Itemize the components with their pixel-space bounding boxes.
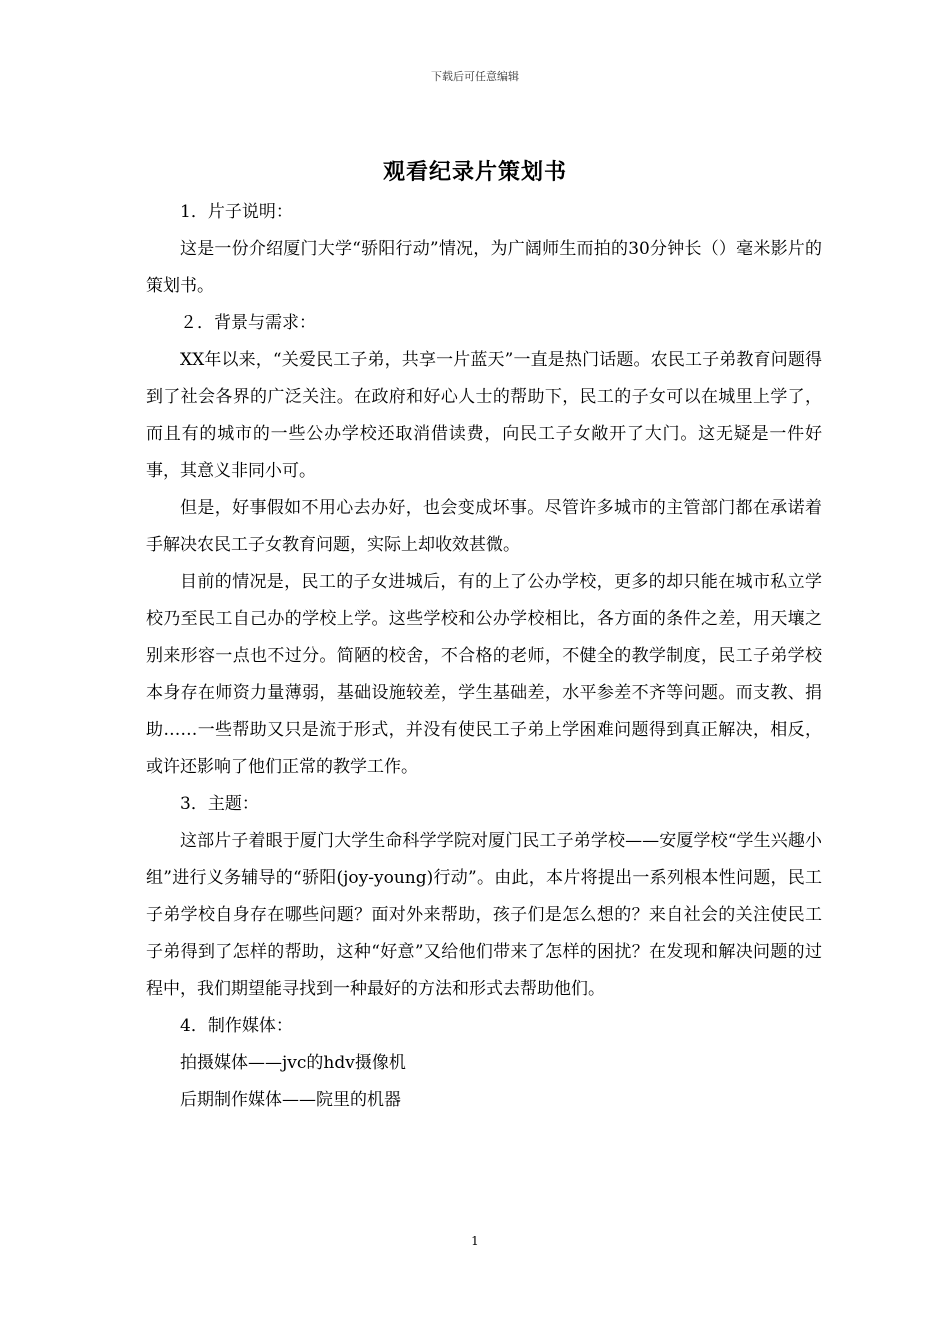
section-3-paragraph-1: 这部片子着眼于厦门大学生命科学学院对厦门民工子弟学校——安厦学校“学生兴趣小组”进行义务辅导的“骄阳(joy-young)行动”。由此，本片将提出一系列根本性问题，民工子弟学校自身存在哪些问题？面对外来帮助，孩子们是怎么想的？来自社会的关注使民工子弟得到了怎样的帮助，这种“好意”又给他们带来了怎样的困扰？在发现和解决问题的过程中，我们期望能寻找到一种最好的方法和形式去帮助他们。 bbox=[146, 831, 822, 999]
section-2-paragraph-1: XX年以来，“关爱民工子弟，共享一片蓝天”一直是热门话题。农民工子弟教育问题得到了社会各界的广泛关注。在政府和好心人士的帮助下，民工的子女可以在城里上学了，而且有的城市的一些公办学校还取消借读费，向民工子女敞开了大门。这无疑是一件好事，其意义非同小可。 bbox=[146, 350, 822, 481]
section-1-paragraph-1: 这是一份介绍厦门大学“骄阳行动”情况，为广阔师生而拍的30分钟长（）毫米影片的策划书。 bbox=[146, 239, 822, 296]
document-title: 观看纪录片策划书 bbox=[382, 160, 567, 185]
section-4-line-2: 后期制作媒体——院里的机器 bbox=[180, 1090, 401, 1110]
section-2-paragraph-2: 但是，好事假如不用心去办好，也会变成坏事。尽管许多城市的主管部门都在承诺着手解决农民工子女教育问题，实际上却收效甚微。 bbox=[146, 498, 822, 555]
section-3-heading: 3．主题： bbox=[180, 794, 259, 814]
document-body bbox=[146, 194, 822, 1119]
section-2-paragraph-3: 目前的情况是，民工的子女进城后，有的上了公办学校，更多的却只能在城市私立学校乃至民工自己办的学校上学。这些学校和公办学校相比，各方面的条件之差，用天壤之别来形容一点也不过分。简陋的校舍，不合格的老师，不健全的教学制度，民工子弟学校本身存在师资力量薄弱，基础设施较差，学生基础差，水平参差不齐等问题。而支教、捐助……一些帮助又只是流于形式，并没有使民工子弟上学困难问题得到真正解决，相反，或许还影响了他们正常的教学工作。 bbox=[146, 572, 822, 777]
section-2-heading: ２．背景与需求： bbox=[180, 313, 316, 333]
section-4-heading: 4．制作媒体： bbox=[180, 1016, 293, 1036]
section-4-line-1: 拍摄媒体——jvc的hdv摄像机 bbox=[180, 1053, 406, 1073]
section-1-heading: 1．片子说明： bbox=[180, 202, 293, 222]
page-number: 1 bbox=[471, 1234, 479, 1248]
header-note: 下载后可任意编辑 bbox=[431, 70, 519, 83]
